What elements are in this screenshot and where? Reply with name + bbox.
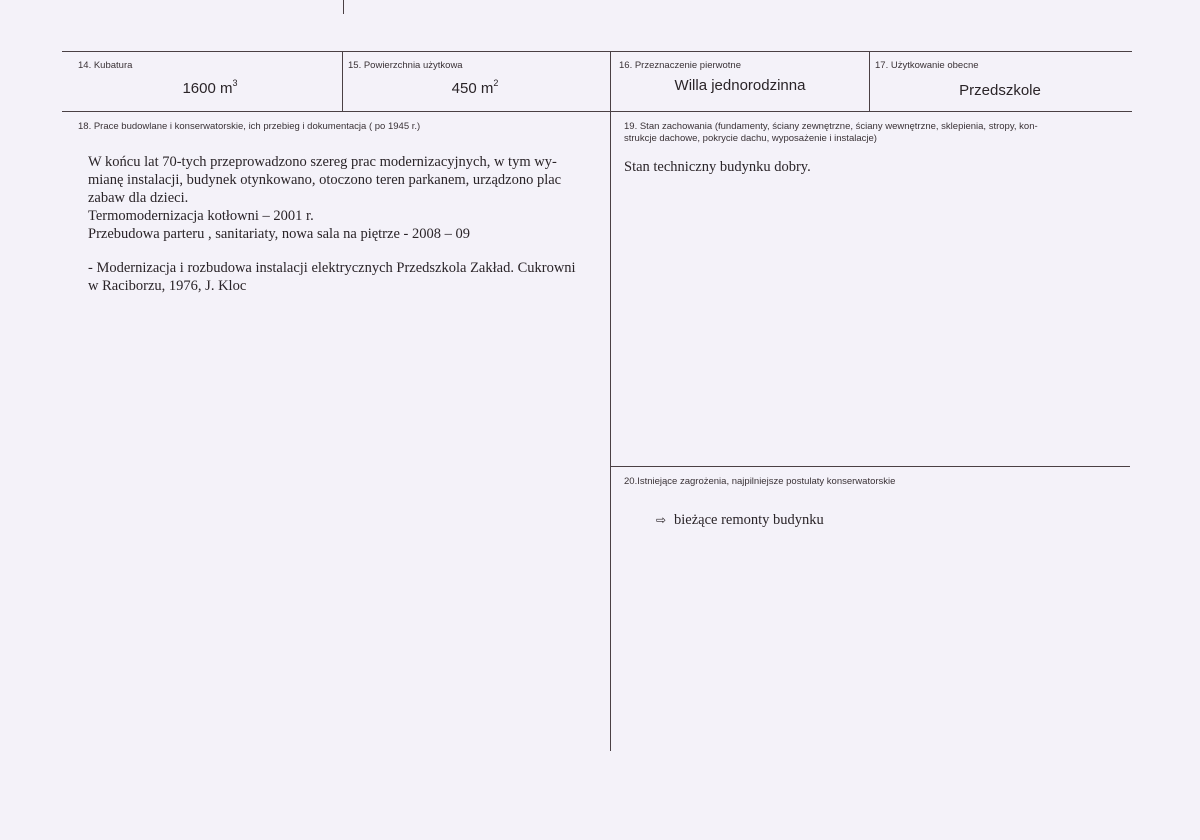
right-arrow-outline-icon: ⇨ [656, 513, 667, 527]
powierzchnia-value: 450 $m^2$ [451, 78, 499, 97]
przeznaczenie-label: 16. Przeznaczenie pierwotne [619, 60, 741, 71]
section18-body [88, 153, 603, 295]
section20-item [656, 511, 824, 529]
col-divider-3 [869, 51, 870, 111]
section18-line: - Modernizacja i rozbudowa instalacji elektrycznych Przedszkola Zakład. Cukrowni [88, 260, 576, 276]
top-border [62, 51, 1132, 52]
row1-bottom-border [62, 111, 1132, 112]
section18-line: w Raciborzu, 1976, J. Kloc [88, 278, 247, 294]
section18-line: W końcu lat 70-tych przeprowadzono szereg prac modernizacyjnych, w tym wy- [88, 154, 557, 170]
uzytkowanie-label: 17. Użytkowanie obecne [875, 60, 979, 71]
section19-label-line: strukcje dachowe, pokrycie dachu, wyposażenie i instalacje) [624, 133, 877, 144]
section18-line: mianę instalacji, budynek otynkowano, otoczono teren parkanem, urządzono plac [88, 172, 562, 188]
uzytkowanie-value: Przedszkole [959, 82, 1041, 99]
section18-line: zabaw dla dzieci. [88, 190, 189, 206]
section18-label: 18. Prace budowlane i konserwatorskie, ich przebieg i dokumentacja ( po 1945 r.) [78, 121, 421, 132]
section18-line: Termomodernizacja kotłowni – 2001 r. [88, 208, 314, 224]
kubatura-label: 14. Kubatura [78, 60, 133, 71]
section19-label [624, 121, 1124, 145]
przeznaczenie-value: Willa jednorodzinna [674, 77, 806, 94]
powierzchnia-label: 15. Powierzchnia użytkowa [348, 60, 463, 71]
col-divider-2 [610, 51, 611, 751]
section19-label-line: 19. Stan zachowania (fundamenty, ściany zewnętrzne, ściany wewnętrzne, sklepienia, stropy, kon- [624, 121, 1038, 132]
col-divider-1 [342, 51, 343, 111]
section20-item-text: bieżące remonty budynku [674, 512, 824, 528]
section20-label: 20.Istniejące zagrożenia, najpilniejsze postulaty konserwatorskie [624, 476, 896, 487]
top-tick-mark [343, 0, 344, 14]
kubatura-value: 1600 $m^3$ [182, 78, 238, 97]
section19-text: Stan techniczny budynku dobry. [624, 159, 811, 175]
section19-bottom-border [611, 466, 1130, 467]
section18-line: Przebudowa parteru , sanitariaty, nowa sala na piętrze - 2008 – 09 [88, 226, 470, 242]
paragraph-spacer [88, 243, 603, 259]
